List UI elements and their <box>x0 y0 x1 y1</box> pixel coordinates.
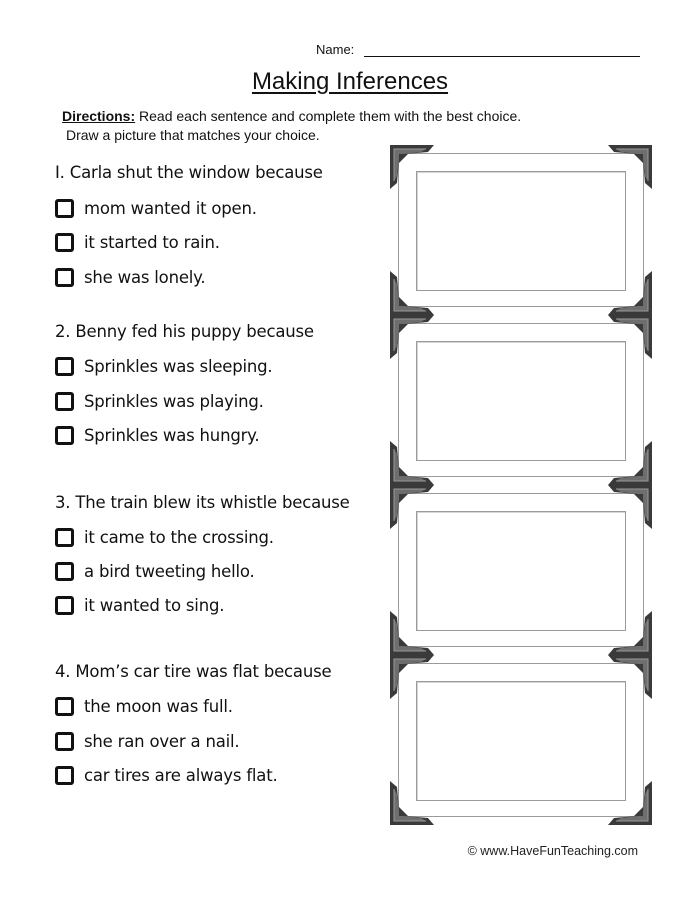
option-label: the moon was full. <box>84 697 233 716</box>
page-title: Making Inferences <box>251 68 449 95</box>
question-2-option-2[interactable] <box>55 392 264 411</box>
photo-corner-icon <box>608 781 652 825</box>
photo-corner-icon <box>608 441 652 485</box>
photo-corner-icon <box>390 485 434 529</box>
checkbox[interactable] <box>55 528 74 547</box>
question-1-option-3[interactable] <box>55 268 205 287</box>
option-label: she ran over a nail. <box>84 732 240 751</box>
checkbox[interactable] <box>55 199 74 218</box>
checkbox[interactable] <box>55 766 74 785</box>
checkbox[interactable] <box>55 596 74 615</box>
picture-frame-2 <box>390 315 652 485</box>
checkbox[interactable] <box>55 357 74 376</box>
option-label: car tires are always flat. <box>84 766 278 785</box>
name-label: Name: <box>316 42 355 57</box>
question-4-prompt: 4. Mom’s car tire was flat because <box>55 662 332 681</box>
photo-corner-icon <box>390 611 434 655</box>
photo-corner-icon <box>608 315 652 359</box>
question-4-option-2[interactable] <box>55 732 239 751</box>
checkbox[interactable] <box>55 233 74 252</box>
drawing-area-1[interactable] <box>416 171 626 291</box>
directions-line1: Read each sentence and complete them with the best choice. <box>139 108 522 124</box>
question-1-option-2[interactable] <box>55 233 220 252</box>
question-3-option-3[interactable] <box>55 596 224 615</box>
option-label: she was lonely. <box>84 268 206 287</box>
photo-corner-icon <box>390 145 434 189</box>
checkbox[interactable] <box>55 268 74 287</box>
copyright-text: © www.HaveFunTeaching.com <box>467 844 638 858</box>
option-label: Sprinkles was playing. <box>84 392 264 411</box>
option-label: mom wanted it open. <box>84 199 257 218</box>
picture-frames <box>390 145 652 830</box>
drawing-area-3[interactable] <box>416 511 626 631</box>
question-4-option-3[interactable] <box>55 766 278 785</box>
question-3-prompt: 3. The train blew its whistle because <box>55 493 350 512</box>
drawing-area-2[interactable] <box>416 341 626 461</box>
question-1-option-1[interactable] <box>55 199 257 218</box>
question-2-option-3[interactable] <box>55 426 259 445</box>
picture-frame-3 <box>390 485 652 655</box>
option-label: it started to rain. <box>84 233 220 252</box>
directions-label: Directions: <box>62 108 136 124</box>
photo-corner-icon <box>390 271 434 315</box>
question-1-prompt: I. Carla shut the window because <box>55 163 323 182</box>
question-3-option-1[interactable] <box>55 528 274 547</box>
photo-corner-icon <box>390 441 434 485</box>
question-3-option-2[interactable] <box>55 562 255 581</box>
name-field-line[interactable] <box>364 56 640 57</box>
checkbox[interactable] <box>55 392 74 411</box>
question-2-prompt: 2. Benny fed his puppy because <box>55 322 314 341</box>
option-label: it wanted to sing. <box>84 596 225 615</box>
drawing-area-4[interactable] <box>416 681 626 801</box>
checkbox[interactable] <box>55 732 74 751</box>
checkbox[interactable] <box>55 426 74 445</box>
photo-corner-icon <box>390 655 434 699</box>
photo-corner-icon <box>608 655 652 699</box>
photo-corner-icon <box>390 781 434 825</box>
photo-corner-icon <box>608 611 652 655</box>
photo-corner-icon <box>608 145 652 189</box>
option-label: a bird tweeting hello. <box>84 562 255 581</box>
picture-frame-1 <box>390 145 652 315</box>
checkbox[interactable] <box>55 697 74 716</box>
picture-frame-4 <box>390 655 652 825</box>
checkbox[interactable] <box>55 562 74 581</box>
directions <box>62 107 521 145</box>
photo-corner-icon <box>608 271 652 315</box>
photo-corner-icon <box>390 315 434 359</box>
photo-corner-icon <box>608 485 652 529</box>
directions-line2: Draw a picture that matches your choice. <box>66 127 320 143</box>
question-4-option-1[interactable] <box>55 697 233 716</box>
option-label: Sprinkles was hungry. <box>84 426 260 445</box>
question-2-option-1[interactable] <box>55 357 272 376</box>
option-label: Sprinkles was sleeping. <box>84 357 273 376</box>
option-label: it came to the crossing. <box>84 528 274 547</box>
